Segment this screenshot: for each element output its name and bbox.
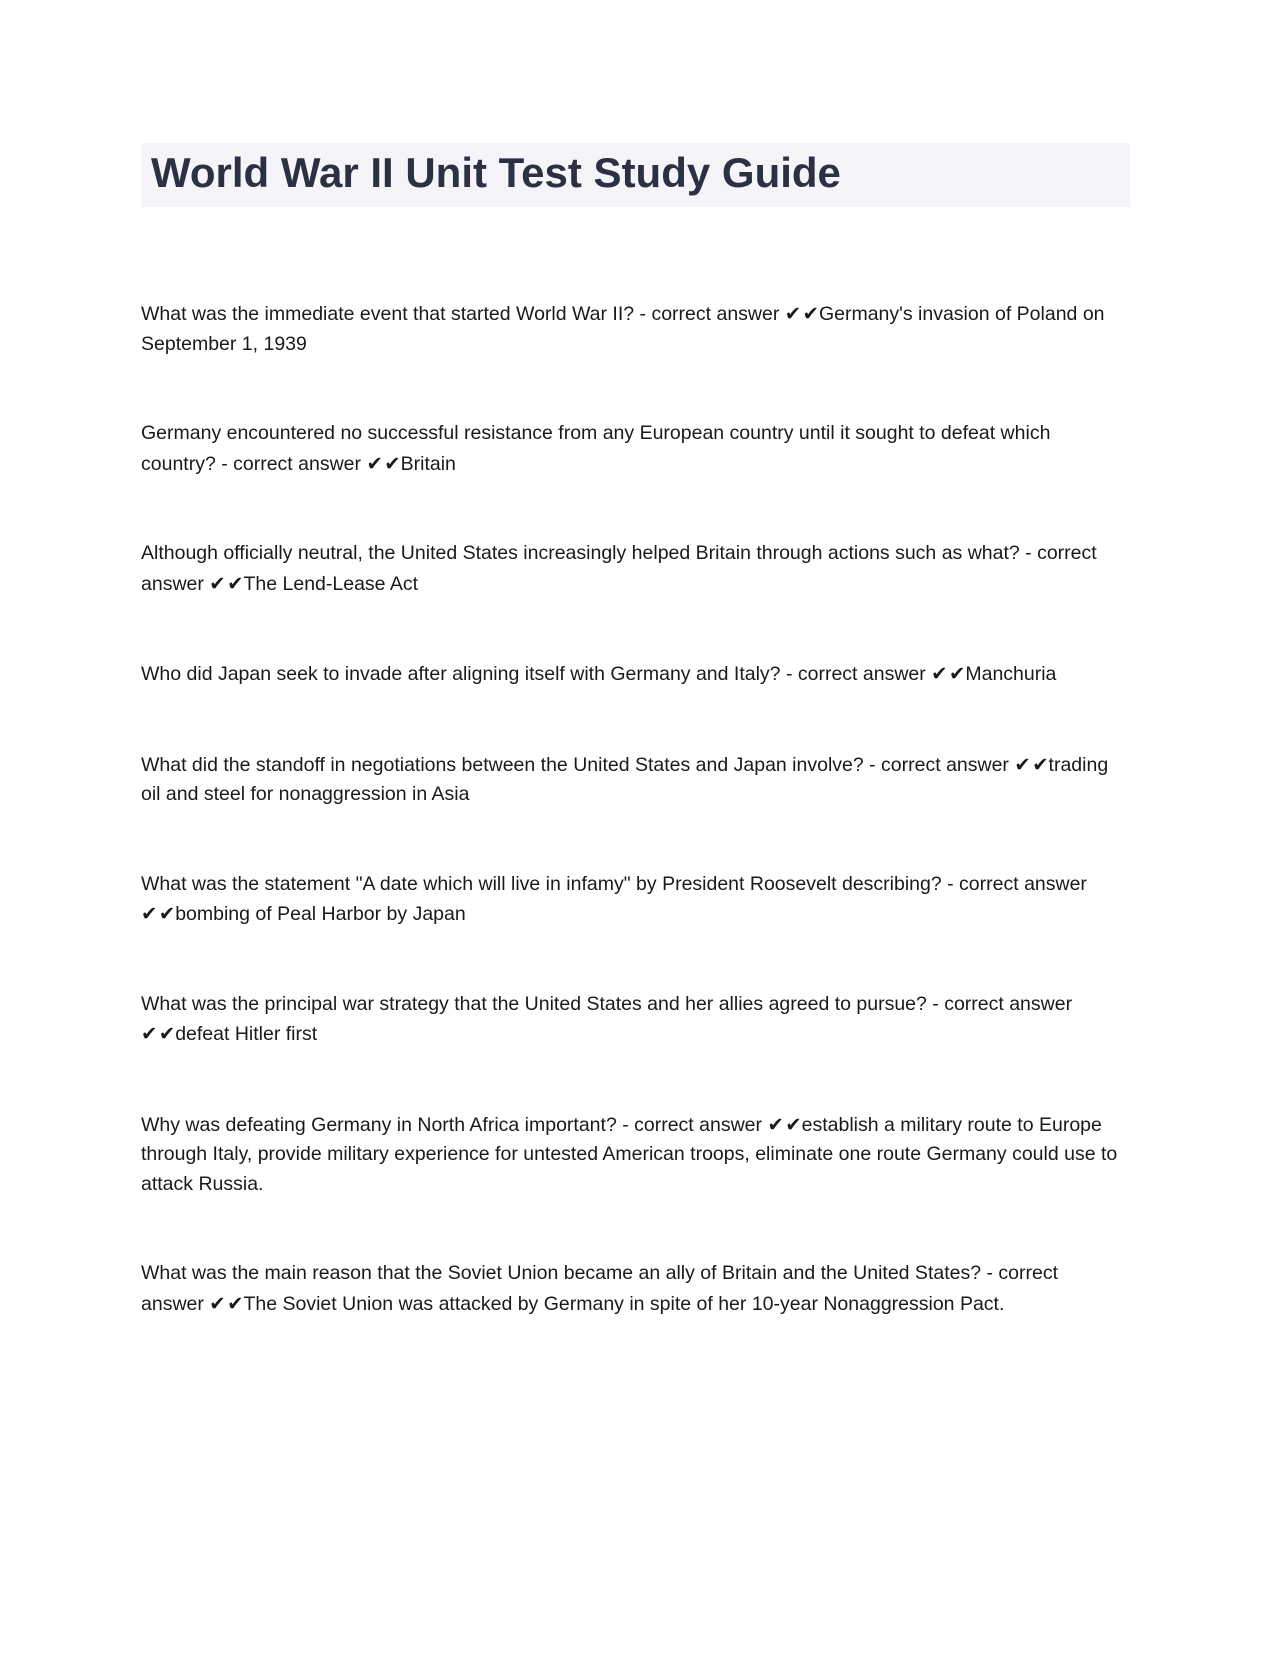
checkmark-icon: ✔✔ <box>141 1022 177 1045</box>
qa-item <box>141 1259 1121 1319</box>
correct-answer-label: - correct answer <box>932 992 1073 1015</box>
question-text: What was the main reason that the Soviet Union became an ally of Britain and the United States? <box>141 1262 982 1284</box>
answer-text: defeat Hitler first <box>175 1023 318 1045</box>
qa-item <box>141 659 1121 690</box>
qa-item <box>141 870 1121 930</box>
checkmark-icon: ✔✔ <box>1014 752 1051 776</box>
question-text: Although officially neutral, the United States increasingly helped Britain through actions such as what? <box>141 542 1020 564</box>
answer-text: bombing of Peal Harbor by Japan <box>175 903 466 925</box>
question-text: What was the immediate event that started World War II? <box>141 303 635 325</box>
qa-item <box>141 419 1121 479</box>
answer-text: The Lend-Lease Act <box>243 572 419 595</box>
page-title: World War II Unit Test Study Guide <box>141 143 1130 207</box>
checkmark-icon: ✔✔ <box>931 662 967 685</box>
question-text: What was the statement "A date which will live in infamy" by President Roosevelt describing? <box>141 872 942 895</box>
question-text: What did the standoff in negotiations between the United States and Japan involve? <box>141 753 864 776</box>
checkmark-icon: ✔✔ <box>366 451 403 475</box>
checkmark-icon: ✔✔ <box>784 302 821 325</box>
question-text: What was the principal war strategy that the United States and her allies agreed to pursue? <box>141 992 927 1015</box>
correct-answer-label: - correct answer <box>221 452 362 475</box>
qa-item <box>141 539 1121 599</box>
qa-item <box>141 299 1121 359</box>
checkmark-icon: ✔✔ <box>209 571 245 595</box>
answer-text: Britain <box>400 452 456 475</box>
correct-answer-label: - correct answer <box>141 1262 1058 1315</box>
correct-answer-label: - correct answer <box>141 542 1097 595</box>
answer-text: trading oil and steel for nonaggression in Asia <box>141 753 1109 805</box>
qa-item <box>141 990 1121 1050</box>
answer-text: The Soviet Union was attacked by Germany in spite of her 10-year Nonaggression Pact. <box>243 1292 1005 1315</box>
qa-item <box>141 1110 1121 1200</box>
correct-answer-label: - correct answer <box>947 872 1087 895</box>
checkmark-icon: ✔✔ <box>767 1112 804 1136</box>
question-text: Germany encountered no successful resistance from any European country until it sought to defeat which country? <box>141 422 1051 475</box>
qa-item <box>141 750 1121 810</box>
correct-answer-label: - correct answer <box>622 1113 763 1136</box>
correct-answer-label: - correct answer <box>869 753 1009 776</box>
answer-text: Germany's invasion of Poland on September 1, 1939 <box>141 303 1105 355</box>
answer-text: establish a military route to Europe through Italy, provide military experience for untested American troops, eliminate one route Germany could use to attack Russia. <box>141 1113 1118 1195</box>
answer-text: Manchuria <box>965 663 1057 685</box>
checkmark-icon: ✔✔ <box>209 1291 245 1315</box>
correct-answer-label: - correct answer <box>639 303 780 325</box>
question-text: Why was defeating Germany in North Africa important? <box>141 1113 617 1136</box>
checkmark-icon: ✔✔ <box>141 902 177 925</box>
correct-answer-label: - correct answer <box>785 663 926 685</box>
question-text: Who did Japan seek to invade after aligning itself with Germany and Italy? <box>141 663 781 685</box>
